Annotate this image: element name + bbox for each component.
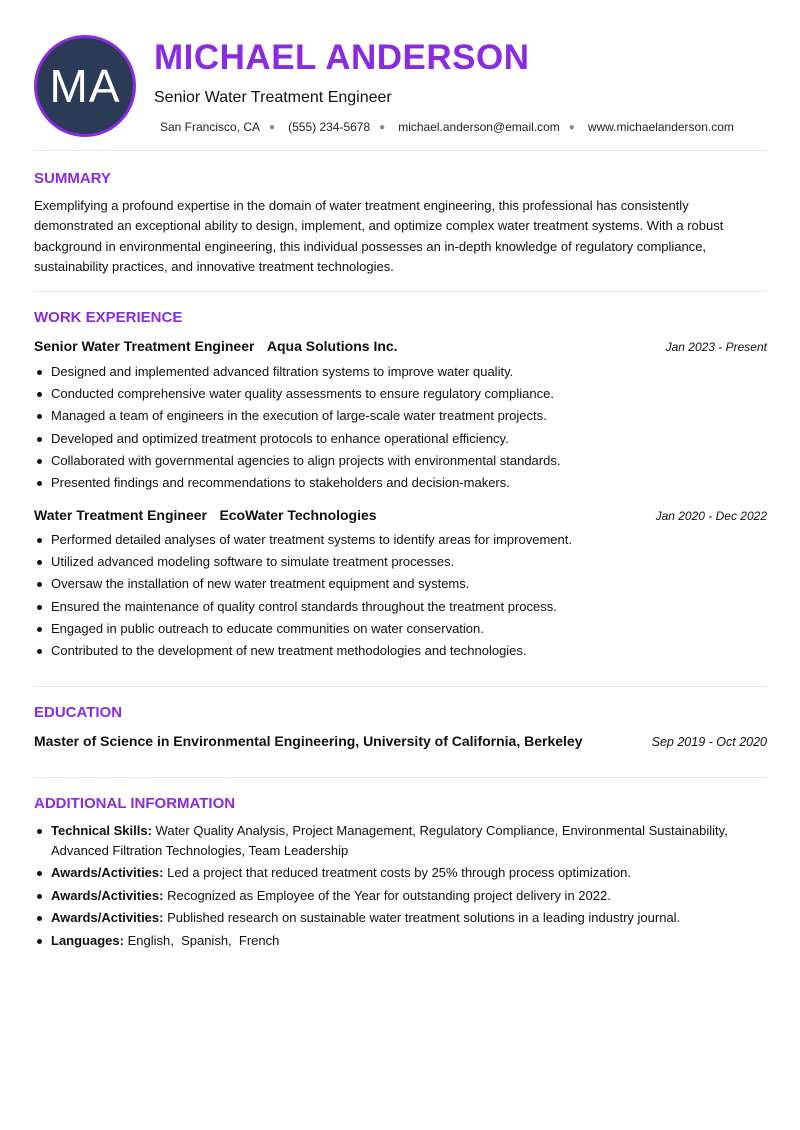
job-company: EcoWater Technologies bbox=[219, 507, 377, 523]
additional-list bbox=[34, 821, 767, 953]
separator-dot-icon: ● bbox=[269, 121, 276, 133]
contact-location: San Francisco, CA bbox=[160, 120, 261, 134]
education-dates: Sep 2019 - Oct 2020 bbox=[651, 735, 767, 749]
list-item: Developed and optimized treatment protocols to enhance operational efficiency. bbox=[51, 428, 767, 450]
list-item: Utilized advanced modeling software to simulate treatment processes. bbox=[51, 551, 767, 573]
contact-line bbox=[160, 120, 734, 134]
list-item: Engaged in public outreach to educate communities on water conservation. bbox=[51, 618, 767, 640]
divider bbox=[34, 777, 767, 778]
education-heading: EDUCATION bbox=[34, 704, 123, 721]
education-degree: Master of Science in Environmental Engineering, University of California, Berkeley bbox=[34, 733, 583, 749]
summary-text: Exemplifying a profound expertise in the domain of water treatment engineering, this professional has consistently demonstrated an exceptional ability to design, implement, and optimize complex water treatment systems. With a robust background in environmental engineering, this individual possesses an in-depth knowledge of regulatory compliance, sustainability practices, and innovative treatment technologies. bbox=[34, 198, 724, 274]
info-text: Published research on sustainable water treatment solutions in a leading industry journal. bbox=[167, 910, 681, 925]
candidate-name: MICHAEL ANDERSON bbox=[154, 38, 530, 77]
avatar bbox=[34, 35, 136, 137]
list-item bbox=[51, 931, 767, 951]
job-bullets bbox=[34, 529, 767, 662]
list-item: Designed and implemented advanced filtration systems to improve water quality. bbox=[51, 361, 767, 383]
list-item: Conducted comprehensive water quality assessments to ensure regulatory compliance. bbox=[51, 383, 767, 405]
list-item: Collaborated with governmental agencies to align projects with environmental standards. bbox=[51, 450, 767, 472]
contact-phone: (555) 234-5678 bbox=[288, 120, 371, 134]
summary-heading: SUMMARY bbox=[34, 170, 111, 187]
info-text: English, Spanish, French bbox=[127, 932, 280, 948]
list-item: Ensured the maintenance of quality control standards throughout the treatment process. bbox=[51, 596, 767, 618]
info-text: Led a project that reduced treatment costs by 25% through process optimization. bbox=[167, 865, 632, 880]
list-item: Oversaw the installation of new water treatment equipment and systems. bbox=[51, 573, 767, 595]
list-item: Performed detailed analyses of water treatment systems to identify areas for improvement. bbox=[51, 529, 767, 551]
avatar-initials: MA bbox=[49, 60, 121, 112]
job-bullets bbox=[34, 361, 767, 494]
job-dates: Jan 2023 - Present bbox=[665, 340, 767, 354]
list-item: Contributed to the development of new treatment methodologies and technologies. bbox=[51, 640, 767, 662]
contact-website[interactable]: www.michaelanderson.com bbox=[587, 120, 734, 134]
additional-heading: ADDITIONAL INFORMATION bbox=[34, 795, 236, 812]
list-item: Managed a team of engineers in the execution of large-scale water treatment projects. bbox=[51, 405, 767, 427]
candidate-title: Senior Water Treatment Engineer bbox=[154, 89, 392, 106]
info-label: Awards/Activities: bbox=[51, 865, 164, 880]
list-item bbox=[51, 863, 767, 883]
job-role: Senior Water Treatment Engineer bbox=[34, 338, 255, 354]
list-item bbox=[51, 821, 767, 860]
contact-email[interactable]: michael.anderson@email.com bbox=[398, 120, 560, 134]
separator-dot-icon: ● bbox=[379, 121, 386, 133]
info-label: Languages: bbox=[51, 932, 124, 948]
list-item: Presented findings and recommendations to stakeholders and decision-makers. bbox=[51, 472, 767, 494]
info-text: Recognized as Employee of the Year for outstanding project delivery in 2022. bbox=[167, 887, 611, 903]
info-label: Awards/Activities: bbox=[51, 887, 164, 903]
list-item bbox=[51, 908, 767, 928]
experience-heading: WORK EXPERIENCE bbox=[34, 309, 183, 326]
info-label: Technical Skills: bbox=[51, 823, 152, 838]
divider bbox=[34, 291, 767, 292]
job-dates: Jan 2020 - Dec 2022 bbox=[655, 509, 767, 523]
divider bbox=[34, 150, 767, 151]
separator-dot-icon: ● bbox=[568, 121, 575, 133]
info-label: Awards/Activities: bbox=[51, 910, 164, 925]
job-header bbox=[34, 338, 767, 356]
job-header bbox=[34, 507, 767, 525]
job-company: Aqua Solutions Inc. bbox=[266, 338, 398, 354]
info-text: Water Quality Analysis, Project Management, Regulatory Compliance, Environmental Sustainability, Advanced Filtration Technologies, Team Leadership bbox=[51, 823, 728, 858]
divider bbox=[34, 686, 767, 687]
list-item bbox=[51, 886, 767, 906]
education-entry bbox=[34, 733, 767, 749]
job-role: Water Treatment Engineer bbox=[34, 507, 207, 523]
